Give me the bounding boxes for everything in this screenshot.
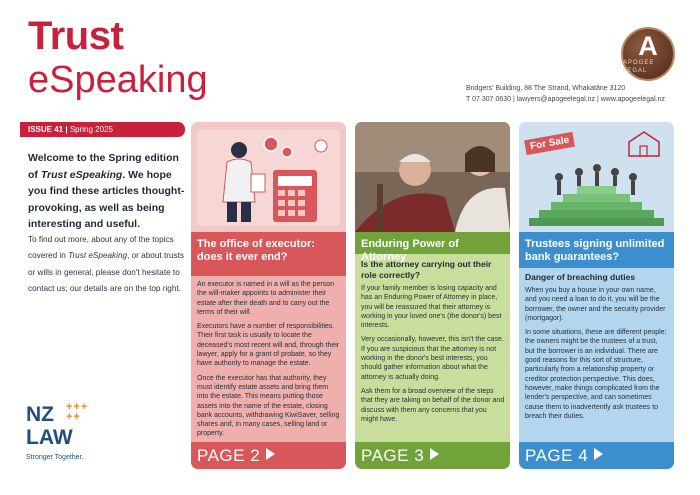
play-arrow-icon [594, 448, 603, 460]
finance-illustration [191, 122, 346, 232]
law-logo-text: LAW [26, 426, 73, 449]
masthead-title: Trust [28, 14, 124, 58]
page-3-link[interactable]: PAGE 3 [355, 442, 510, 469]
for-sale-sign: For Sale [524, 132, 575, 155]
welcome-text: Welcome to the Spring edition of Trust eSpeaking. We hope you find these articles thought-provoking, as well as being interesting and useful. [28, 152, 185, 230]
masthead-subtitle: eSpeaking [28, 59, 208, 101]
firm-contact: T 07 307 0630 | lawyers@apogeelegal.nz | www.apogeelegal.nz [466, 96, 665, 103]
logo-letter: A [638, 31, 658, 61]
card-subtitle: Is the attorney carrying out their role correctly? [361, 259, 492, 280]
card-body: If your family member is losing capacity and has an Enduring Power of Attorney in place, you will be reassured that their attorney is working in your loved one's (the donor's) best interests. Very occasionally, however, this isn't the case. If you are suspicious that the attorney is not working in the donor's best interests, you should gather information about what the attorney is actually doing. Ask them for a broad overview of the steps that they are taking on behalf of the donor and discuss with them any concerns that you might have. [361, 285, 505, 423]
play-arrow-icon [266, 448, 275, 460]
elderly-man-photo [355, 122, 510, 232]
contact-invite-text: To find out more, about any of the topics covered in Trust eSpeaking, or about trusts or wills in general, please don't hesitate to contact us; our details are on the top right. [28, 235, 184, 294]
logo-text: APOGEE LEGAL [623, 60, 655, 74]
issue-season: Spring 2025 [69, 125, 113, 134]
issue-number: ISSUE 41 [28, 125, 64, 134]
house-pyramid-illustration [519, 122, 674, 232]
plus-icon: +++ ++ [66, 401, 89, 423]
issue-banner: ISSUE 41 | Spring 2025 [20, 122, 185, 137]
nz-law-tagline: Stronger Together. [26, 454, 84, 461]
card-body: When you buy a house in your own name, and you need a loan to do it, you will be the borrower, the owner and the security provider (mortgagor). In some situations, these are different people: the owners might be the trustees of a trust, but the borrower is an individual. There are good reasons for this sort of structure, particularly from a relationship property or creditor protection perspective. This does, however, make things complicated from the lender's perspective, and can sometimes cause them to inadvertently ask trustees to breach their duties. [525, 287, 667, 420]
article-card-executor[interactable] [191, 122, 346, 469]
play-arrow-icon [430, 448, 439, 460]
article-card-bank-guarantees[interactable] [519, 122, 674, 469]
card-body: An executor is named in a will as the person the will-maker appoints to administer their estate after their death and to carry out the terms of their will. Executors have a number of responsibilities. Their first task is usually to locate the deceased's most recent will and, through their lawyer, apply for a grant of probate, so they have authority to manage the estate. Once the executor has that authority, they must identify estate assets and bring them into the estate. This means putting those assets into the name of the estate, closing bank accounts, withdrawing KiwiSaver, selling shares and, in many cases, selling land or property. [197, 281, 340, 438]
page-4-link[interactable]: PAGE 4 [519, 442, 674, 469]
nz-logo-text: NZ [26, 403, 54, 426]
card-title: The office of executor: does it ever end? [191, 232, 346, 276]
apogee-logo[interactable] [621, 27, 675, 81]
page-2-link[interactable]: PAGE 2 [191, 442, 346, 469]
card-title: Enduring Power of Attorney [355, 232, 510, 254]
article-card-power-of-attorney[interactable] [355, 122, 510, 469]
card-title: Trustees signing unlimited bank guarantees? [519, 232, 674, 268]
card-subtitle: Danger of breaching duties [525, 272, 636, 282]
firm-address: Bridgers' Building, 88 The Strand, Whakatāne 3120 [466, 85, 626, 92]
